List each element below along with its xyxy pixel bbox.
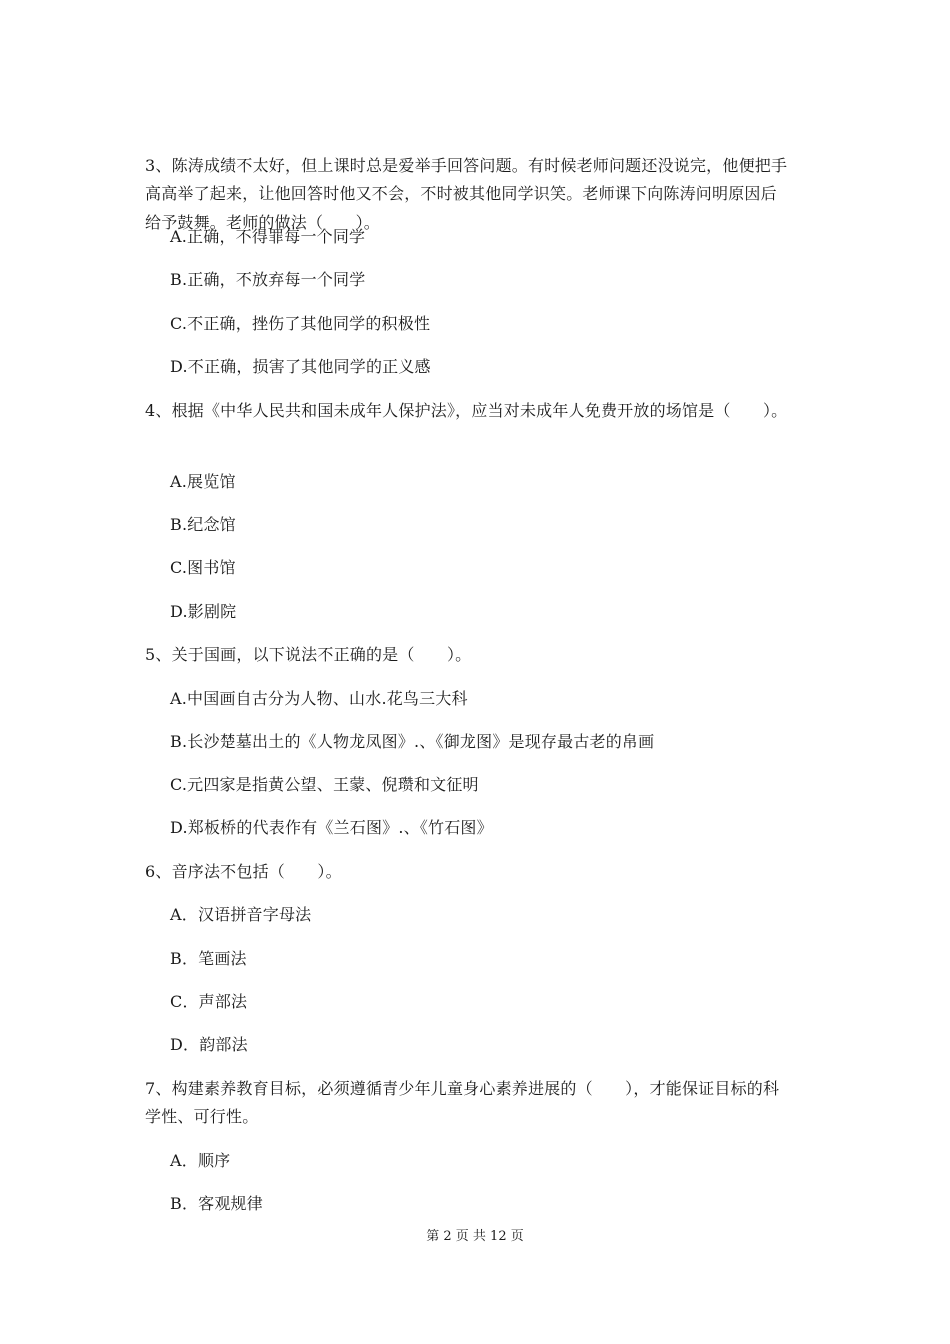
question-5-option-c: C.元四家是指黄公望、王蒙、倪瓒和文征明: [170, 775, 479, 794]
question-4-option-a: A.展览馆: [170, 472, 236, 491]
question-3-option-c: C.不正确，挫伤了其他同学的积极性: [170, 314, 431, 333]
question-6-option-a: A．汉语拼音字母法: [170, 905, 312, 924]
question-3-option-a: A.正确，不得罪每一个同学: [170, 227, 366, 246]
question-7-line-2: 学性、可行性。: [145, 1107, 259, 1126]
question-3-option-d: D.不正确，损害了其他同学的正义感: [170, 357, 431, 376]
question-6-option-d: D．韵部法: [170, 1035, 248, 1054]
question-4-option-b: B.纪念馆: [170, 515, 236, 534]
question-7-option-b: B．客观规律: [170, 1194, 263, 1213]
question-5-line-1: 5、关于国画，以下说法不正确的是（ ）。: [145, 645, 472, 664]
question-4-option-c: C.图书馆: [170, 558, 236, 577]
question-5-option-d: D.郑板桥的代表作有《兰石图》.、《竹石图》: [170, 818, 493, 837]
question-4-option-d: D.影剧院: [170, 602, 237, 621]
question-3-option-b: B.正确，不放弃每一个同学: [170, 270, 366, 289]
question-5-option-a: A.中国画自古分为人物、山水.花鸟三大科: [170, 689, 468, 708]
question-5-option-b: B.长沙楚墓出土的《人物龙凤图》.、《御龙图》是现存最古老的帛画: [170, 732, 655, 751]
question-3-line-2: 高高举了起来，让他回答时他又不会，不时被其他同学识笑。老师课下向陈涛问明原因后: [145, 184, 777, 203]
question-6-option-b: B．笔画法: [170, 949, 247, 968]
page-footer: 第 2 页 共 12 页: [426, 1229, 524, 1244]
question-4-line-1: 4、根据《中华人民共和国未成年人保护法》，应当对未成年人免费开放的场馆是（ ）。: [145, 401, 788, 420]
question-7-option-a: A．顺序: [170, 1151, 231, 1170]
question-6-option-c: C．声部法: [170, 992, 248, 1011]
question-7-line-1: 7、构建素养教育目标，必须遵循青少年儿童身心素养进展的（ ），才能保证目标的科: [145, 1079, 780, 1098]
question-6-line-1: 6、音序法不包括（ ）。: [145, 862, 342, 881]
question-3-line-3: 给予鼓舞。老师的做法（ ）。: [145, 213, 381, 232]
question-3-line-1: 3、陈涛成绩不太好，但上课时总是爱举手回答问题。有时候老师问题还没说完，他便把手: [145, 156, 788, 175]
